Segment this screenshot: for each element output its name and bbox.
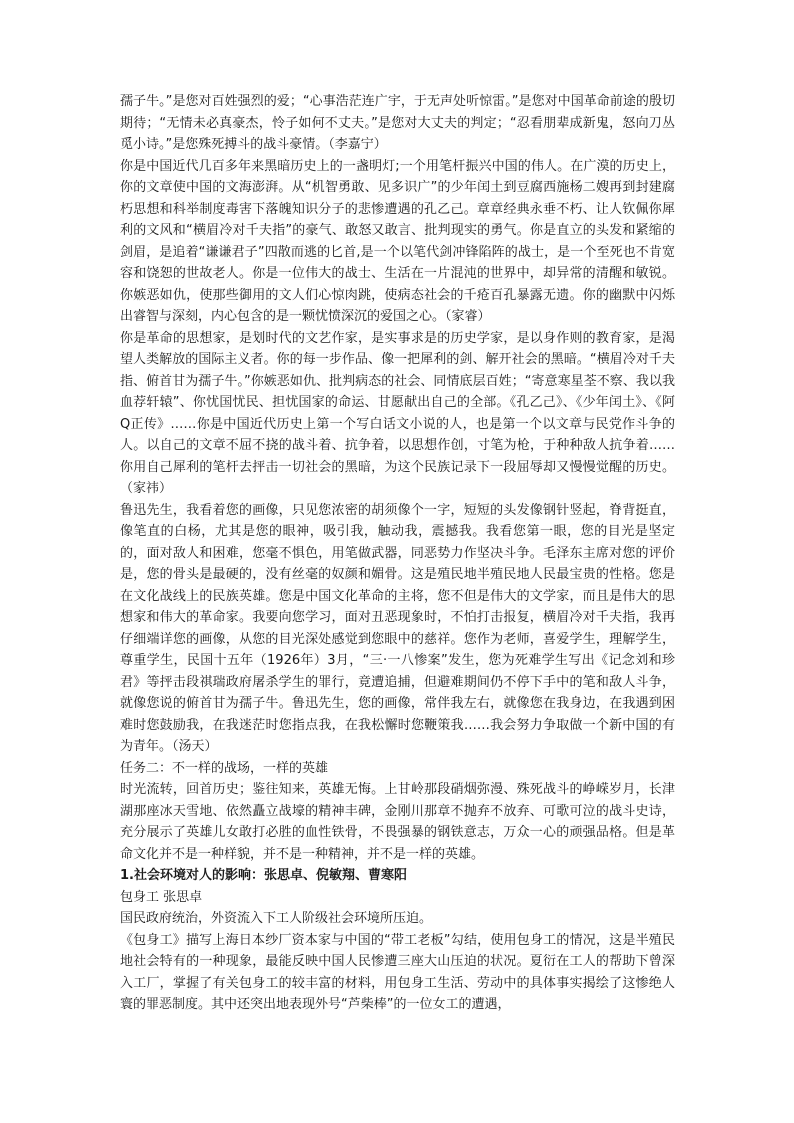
paragraph-li-jianing: 孺子牛。”是您对百姓强烈的爱；“心事浩茫连广宇，于无声处听惊雷。”是您对中国革命前途的殷切期待；“无情未必真豪杰，怜子如何不丈夫。”是您对大丈夫的判定；“忍看朋辈成新鬼，怒向刀丛觅小诗。”是您殊死搏斗的战斗豪情。（李嘉宁） — [120, 94, 675, 152]
final-paragraph: 《包身工》描写上海日本纱厂资本家与中国的“带工老板”勾结，使用包身工的情况，这是半殖民地社会特有的一种现象，最能反映中国人民惨遭三座大山压迫的状况。夏衍在工人的帮助下曾深入工厂，掌握了有关包身工的较丰富的材料，用包身工生活、劳动中的具体事实揭绘了这惨绝人寰的罪恶制度。其中还突出地表现外号“芦柴棒”的一位女工的遭遇， — [120, 932, 675, 1012]
context-line: 国民政府统治，外资流入下工人阶级社会环境所压迫。 — [120, 911, 433, 926]
paragraph-jiayi: 你是革命的思想家，是划时代的文艺作家，是实事求是的历史学家，是以身作则的教育家，是渴望人类解放的国际主义者。你的每一步作品、像一把犀利的剑、解开社会的黑暗。“横眉冷对千夫指、俯首甘为孺子牛。”你嫉恶如仇、批判病态的社会、同情底层百姓；“寄意寒星荃不察、我以我血荐轩辕”、你忧国忧民、担忧国家的命运、甘愿献出自己的全部。《孔乙己》、《少年闰土》、《阿Q正传》……你是中国近代历史上第一个写白话文小说的人，也是第一个以文章与民党作斗争的人。以自己的文章不屈不挠的战斗着、抗争着，以思想作创，寸笔为枪，于种种敌人抗争着……你用自己犀利的笔杆去抨击一切社会的黑暗，为这个民族记录下一段屈辱却又慢慢觉醒的历史。（家祎） — [120, 330, 675, 496]
paragraph-tangtian: 鲁迅先生，我看着您的画像，只见您浓密的胡须像个一字，短短的头发像钢针竖起，脊背挺直，像笔直的白杨，尤其是您的眼神，吸引我，触动我，震撼我。我看您第一眼，您的目光是坚定的，面对敌人和困难，您毫不惧色，用笔做武器，同恶势力作坚决斗争。毛泽东主席对您的评价是，您的骨头是最硬的，没有丝毫的奴颜和媚骨。这是殖民地半殖民地人民最宝贵的性格。您是在文化战线上的民族英雄。您是中国文化革命的主将，您不但是伟大的文学家，而且是伟大的思想家和伟大的革命家。我要向您学习，面对丑恶现象时，不怕打击报复，横眉冷对千夫指，我再仔细端详您的画像，从您的目光深处感觉到您眼中的慈祥。您作为老师，喜爱学生，理解学生，尊重学生，民国十五年（1926年）3月，“三·一八惨案”发生，您为死难学生写出《记念刘和珍君》等抨击段祺瑞政府屠杀学生的罪行，竟遭追捕，但避难期间仍不停下手中的笔和敌人斗争，就像您说的俯首甘为孺子牛。鲁迅先生，您的画像，常伴我左右，就像您在我身边，在我遇到困难时您鼓励我，在我迷茫时您指点我，在我松懈时您鞭策我……我会努力争取做一个新中国的有为青年。（汤天） — [120, 502, 675, 754]
intro-paragraph: 时光流转，回首历史；鉴往知来，英雄无悔。上甘岭那段硝烟弥漫、殊死战斗的峥嵘岁月，长津湖那座冰天雪地、依然矗立战壕的精神丰碑，金刚川那章不抛弃不放弃、可歌可泣的战斗史诗，充分展示了英雄儿女敢打必胜的血性铁骨，不畏强暴的钢铁意志，万众一心的顽强品格。但是革命文化并不是一种样貌，并不是一种精神，并不是一样的英雄。 — [120, 782, 675, 862]
subtitle: 包身工 张思卓 — [120, 889, 203, 905]
document-body — [120, 91, 675, 1016]
paragraph-jiarui: 你是中国近代几百多年来黑暗历史上的一盏明灯;一个用笔杆振兴中国的伟人。在广漠的历史上，你的文章使中国的文海澎湃。从“机智勇敢、见多识广”的少年闰土到豆腐西施杨二嫂再到封建腐朽思想和科举制度毒害下落魄知识分子的悲惨遭遇的孔乙己。章章经典永垂不朽、让人钦佩你犀利的文风和“横眉冷对千夫指”的豪气、敢怒又敢言、批判现实的勇气。你是直立的头发和紧缩的剑眉，是追着“谦谦君子”四散而逃的匕首,是一个以笔代剑冲锋陷阵的战士，是一个至死也不肯宽容和饶恕的世故老人。你是一位伟大的战士、生活在一片混沌的世界中，却异常的清醒和敏锐。你嫉恶如仇，使那些御用的文人们心惊肉跳，使病态社会的千疮百孔暴露无遗。你的幽默中闪烁出睿智与深刻，内心包含的是一颗忧愤深沉的爱国之心。（家睿） — [120, 158, 675, 324]
section-title: 1.社会环境对人的影响：张思卓、倪敏翔、曹寒阳 — [120, 868, 407, 883]
task-heading: 任务二：不一样的战场，一样的英雄 — [120, 760, 329, 776]
